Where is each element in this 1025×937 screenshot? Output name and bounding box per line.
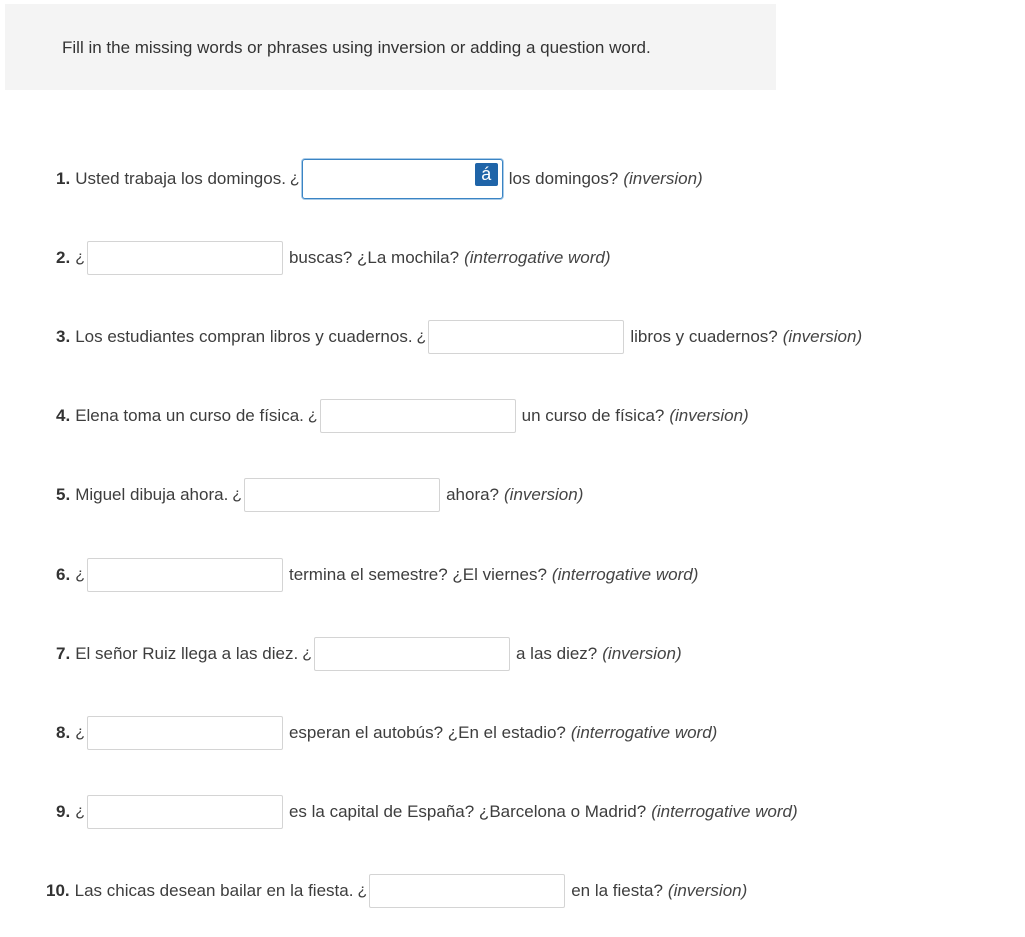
answer-input-4[interactable] [320,399,516,433]
question-number: 8. [56,723,71,742]
question-continuation: termina el semestre? ¿El viernes? [288,565,547,584]
question-prompt: Las chicas desean bailar en la fiesta. [74,881,354,900]
instructions-text: Fill in the missing words or phrases using inversion or adding a question word. [62,38,651,57]
question-hint: (inversion) [667,881,748,900]
question-6 [56,555,698,595]
question-1 [56,159,703,199]
question-continuation: libros y cuadernos? [630,327,778,346]
inverted-question-mark: ¿ [75,803,85,820]
question-hint: (inversion) [504,485,584,504]
question-hint: (inversion) [602,644,682,663]
question-9 [56,792,798,832]
question-3 [56,317,862,357]
question-number: 3. [56,327,71,346]
question-hint: (inversion) [669,406,749,425]
answer-input-8[interactable] [87,716,283,750]
question-continuation: esperan el autobús? ¿En el estadio? [288,723,566,742]
accent-character-button[interactable]: á [475,163,498,186]
question-7 [56,634,682,674]
answer-input-3[interactable] [428,320,624,354]
question-prompt: Usted trabaja los domingos. [75,169,286,188]
question-hint: (interrogative word) [651,802,798,821]
answer-input-9[interactable] [87,795,283,829]
inverted-question-mark: ¿ [289,170,300,187]
question-number: 9. [56,802,71,821]
answer-input-1[interactable] [302,159,503,199]
inverted-question-mark: ¿ [416,328,427,345]
question-continuation: es la capital de España? ¿Barcelona o Madrid? [288,802,647,821]
inverted-question-mark: ¿ [75,724,85,741]
question-number: 5. [56,485,71,504]
question-10 [46,871,747,911]
question-prompt: El señor Ruiz llega a las diez. [75,644,299,663]
answer-input-7[interactable] [314,637,510,671]
question-continuation: ahora? [446,485,500,504]
question-continuation: un curso de física? [521,406,665,425]
answer-input-2[interactable] [87,241,283,275]
question-number: 1. [56,169,71,188]
question-number: 10. [46,881,70,900]
instructions-panel [5,4,776,90]
question-hint: (inversion) [782,327,863,346]
answer-input-10[interactable] [369,874,565,908]
question-hint: (inversion) [623,169,703,188]
question-hint: (interrogative word) [551,565,699,584]
answer-input-5[interactable] [244,478,440,512]
question-5 [56,475,583,515]
question-number: 6. [56,565,71,584]
inverted-question-mark: ¿ [232,486,243,503]
question-2 [56,238,611,278]
inverted-question-mark: ¿ [307,407,318,424]
question-4 [56,396,749,436]
question-prompt: Elena toma un curso de física. [75,406,304,425]
question-prompt: Miguel dibuja ahora. [75,485,229,504]
question-number: 4. [56,406,71,425]
question-prompt: Los estudiantes compran libros y cuadernos. [75,327,413,346]
question-hint: (interrogative word) [570,723,718,742]
question-continuation: los domingos? [508,169,619,188]
inverted-question-mark: ¿ [302,645,312,662]
answer-input-6[interactable] [87,558,283,592]
inverted-question-mark: ¿ [75,566,85,583]
question-continuation: en la fiesta? [571,881,663,900]
inverted-question-mark: ¿ [75,249,85,266]
question-number: 7. [56,644,71,663]
question-continuation: a las diez? [515,644,598,663]
question-number: 2. [56,248,71,267]
inverted-question-mark: ¿ [357,882,368,899]
question-8 [56,713,717,753]
question-continuation: buscas? ¿La mochila? [288,248,460,267]
question-hint: (interrogative word) [464,248,611,267]
